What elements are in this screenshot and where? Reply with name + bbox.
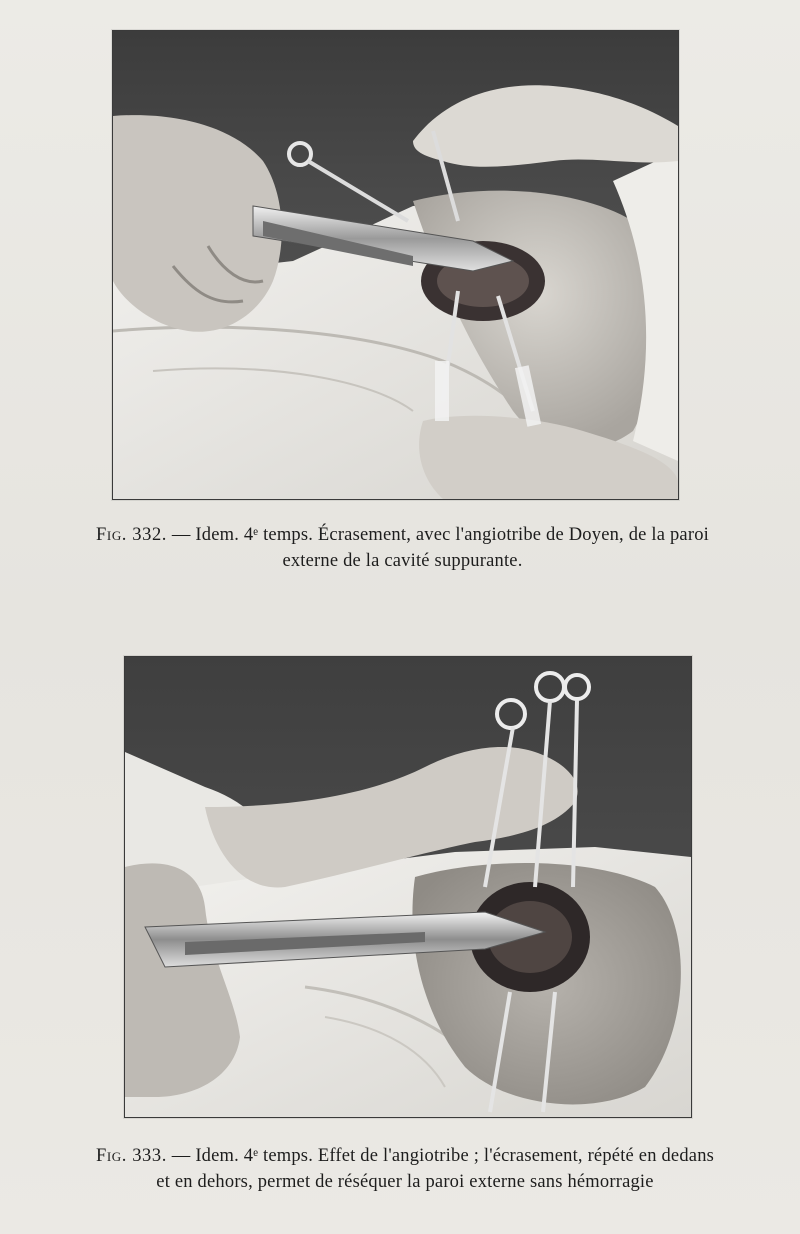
figure-caption-333: [30, 1143, 780, 1195]
caption-text: — Idem. 4ᵉ temps. Effet de l'angiotribe ; l'écrasement, répété en dedans: [171, 1146, 715, 1166]
photo-illustration: [113, 31, 678, 499]
caption-line-1: [30, 522, 775, 548]
surgical-photo-fig-333: [124, 656, 692, 1118]
caption-text: — Idem. 4ᵉ temps. Écrasement, avec l'angiotribe de Doyen, de la paroi: [171, 525, 709, 545]
photo-illustration: [125, 657, 691, 1117]
caption-line-2: et en dehors, permet de réséquer la paroi externe sans hémorragie: [156, 1172, 654, 1192]
figure-number: Fig. 332.: [96, 525, 168, 545]
caption-line-2: externe de la cavité suppurante.: [282, 551, 523, 571]
caption-line-1: [30, 1143, 780, 1169]
surgical-photo-fig-332: [112, 30, 679, 500]
figure-number: Fig. 333.: [95, 1146, 167, 1166]
figure-caption-332: [30, 522, 775, 574]
